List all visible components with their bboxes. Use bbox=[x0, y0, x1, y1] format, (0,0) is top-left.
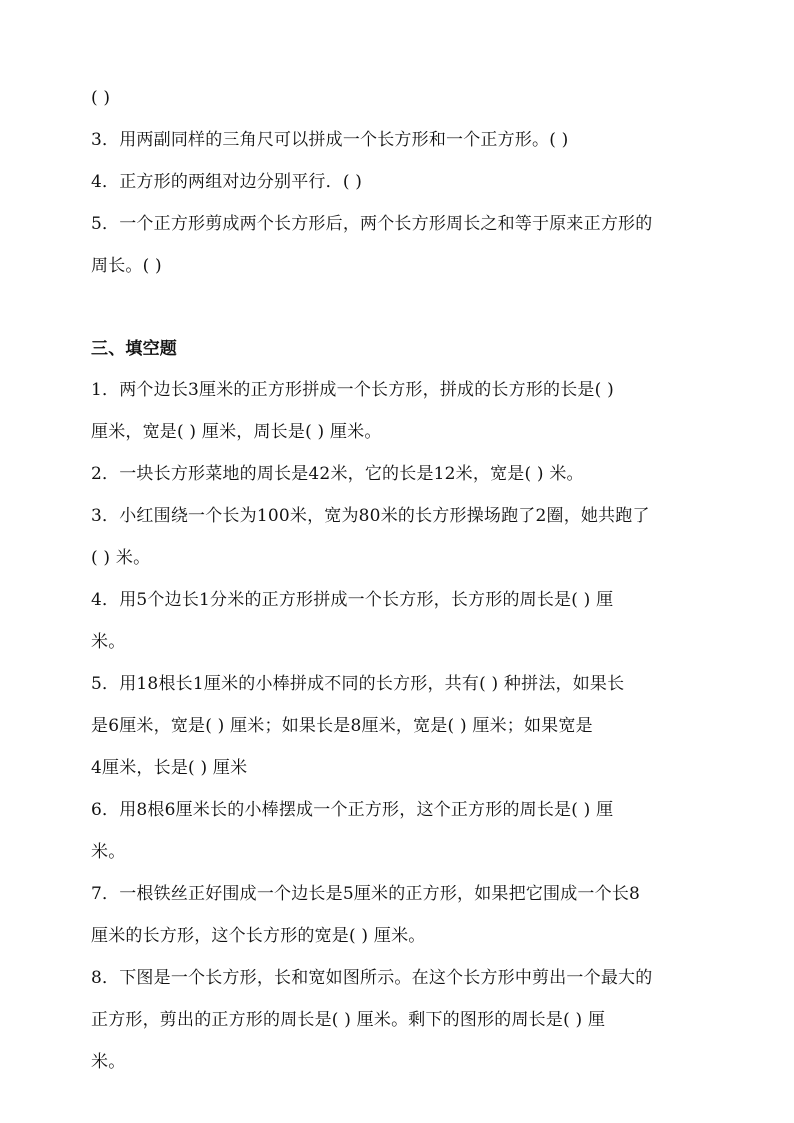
fill-question-7-cont: 厘米的长方形，这个长方形的宽是( ) 厘米。 bbox=[91, 926, 426, 946]
fill-question-2: 2．一块长方形菜地的周长是42米，它的长是12米，宽是( ) 米。 bbox=[91, 464, 584, 484]
fill-question-7: 7．一根铁丝正好围成一个边长是5厘米的正方形，如果把它围成一个长8 bbox=[91, 884, 641, 904]
fill-question-5-cont-2: 4厘米，长是( ) 厘米 bbox=[91, 758, 248, 778]
fill-question-5-cont-1: 是6厘米，宽是( ) 厘米；如果长是8厘米，宽是( ) 厘米；如果宽是 bbox=[91, 716, 593, 736]
judge-question-5-cont: 周长。( ) bbox=[91, 256, 162, 276]
section-heading-fill-blank: 三、填空题 bbox=[91, 339, 177, 359]
fill-question-3: 3．小红围绕一个长为100米，宽为80米的长方形操场跑了2圈，她共跑了 bbox=[91, 506, 650, 526]
fill-question-5: 5．用18根长1厘米的小棒拼成不同的长方形，共有( ) 种拼法，如果长 bbox=[91, 674, 625, 694]
fill-question-8-cont-1: 正方形，剪出的正方形的周长是( ) 厘米。剩下的图形的周长是( ) 厘 bbox=[91, 1010, 606, 1030]
judge-question-3: 3．用两副同样的三角尺可以拼成一个长方形和一个正方形。( ) bbox=[91, 130, 569, 150]
fill-question-8-cont-2: 米。 bbox=[91, 1052, 126, 1072]
fill-question-6: 6．用8根6厘米长的小棒摆成一个正方形，这个正方形的周长是( ) 厘 bbox=[91, 800, 614, 820]
fill-question-3-cont: ( ) 米。 bbox=[91, 548, 151, 568]
judge-question-5: 5．一个正方形剪成两个长方形后，两个长方形周长之和等于原来正方形的 bbox=[91, 214, 653, 234]
judge-line-0: ( ) bbox=[91, 88, 111, 108]
fill-question-4: 4．用5个边长1分米的正方形拼成一个长方形，长方形的周长是( ) 厘 bbox=[91, 590, 614, 610]
fill-question-1: 1．两个边长3厘米的正方形拼成一个长方形，拼成的长方形的长是( ) bbox=[91, 380, 614, 400]
fill-question-6-cont: 米。 bbox=[91, 842, 126, 862]
judge-question-4: 4．正方形的两组对边分别平行．( ) bbox=[91, 172, 363, 192]
fill-question-8: 8．下图是一个长方形，长和宽如图所示。在这个长方形中剪出一个最大的 bbox=[91, 968, 653, 988]
fill-question-1-cont: 厘米，宽是( ) 厘米，周长是( ) 厘米。 bbox=[91, 422, 382, 442]
fill-question-4-cont: 米。 bbox=[91, 632, 126, 652]
